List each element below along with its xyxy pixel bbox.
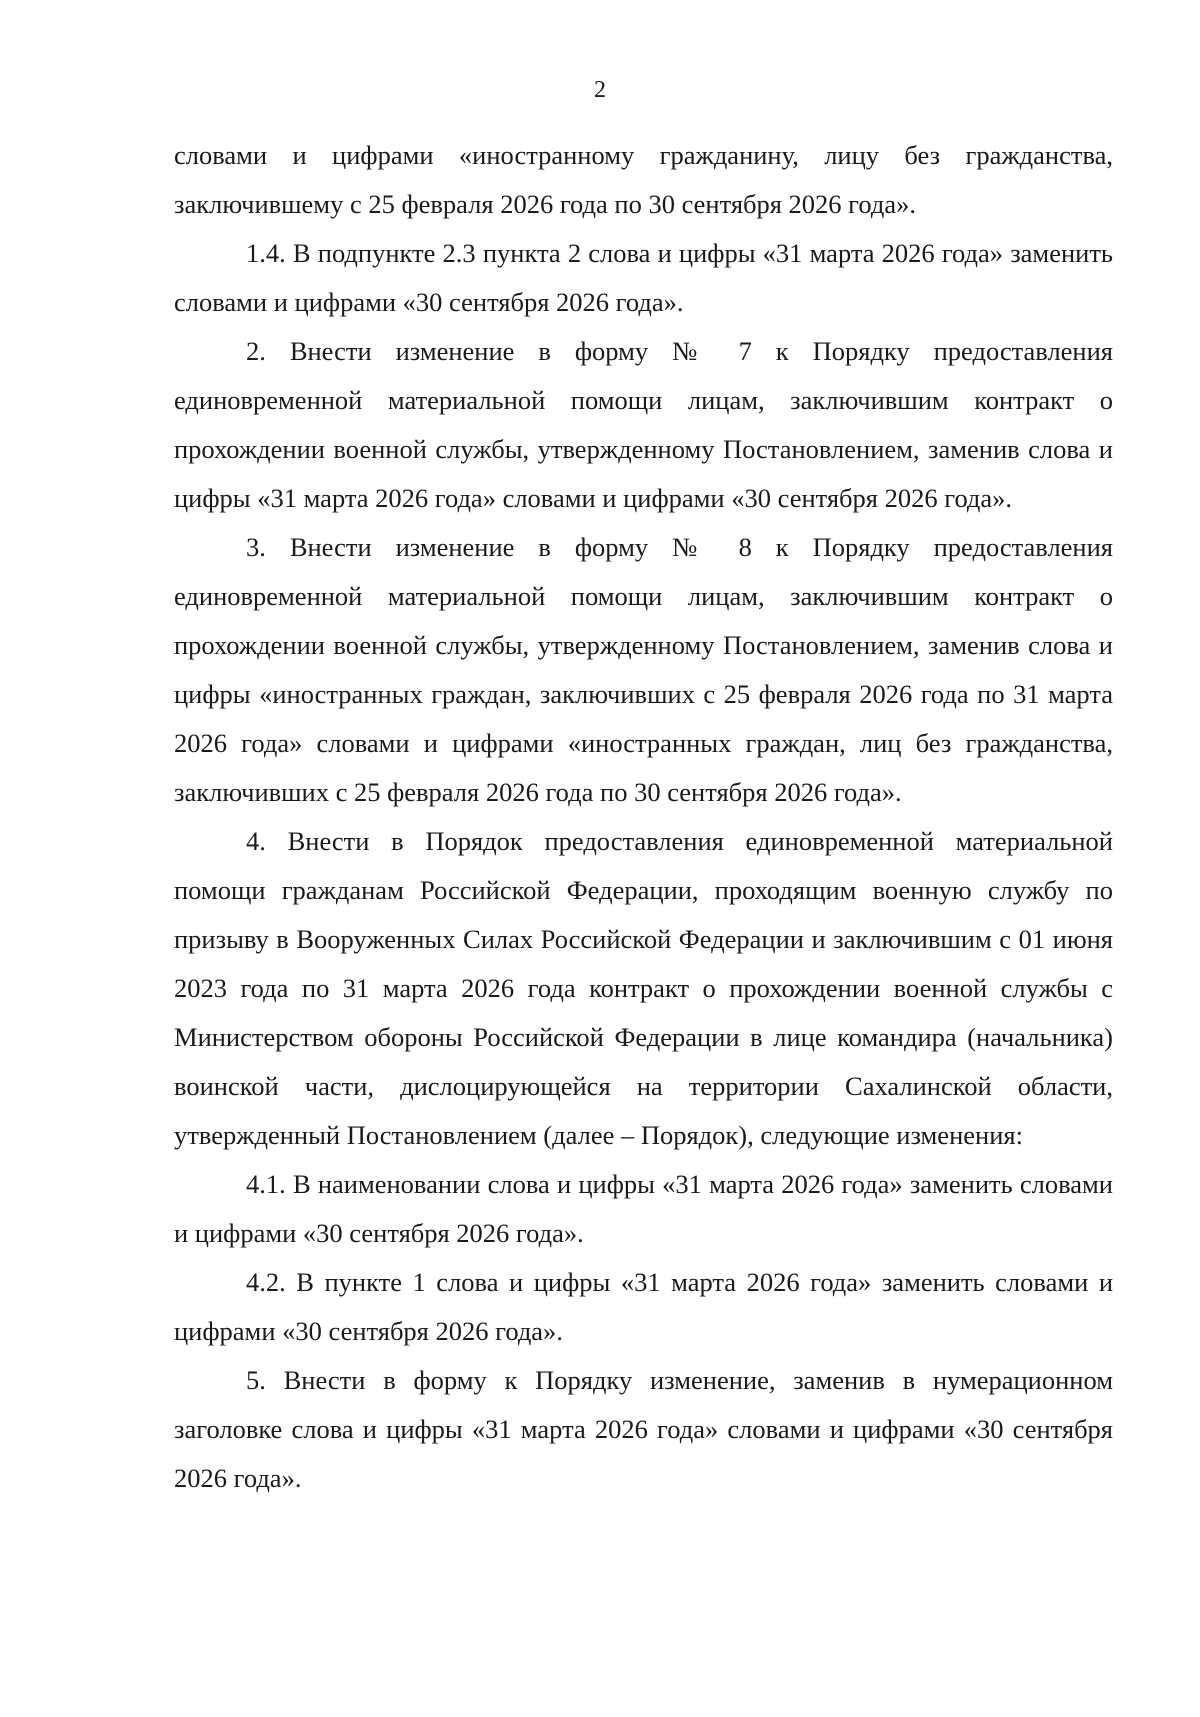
- document-body: [174, 131, 1113, 1503]
- paragraph-5: 5. Внести в форму к Порядку изменение, заменив в нумерационном заголовке слова и цифры «31 марта 2026 года» словами и цифрами «30 сентября 2026 года».: [174, 1365, 1113, 1493]
- paragraph-4-2: 4.2. В пункте 1 слова и цифры «31 марта 2026 года» заменить словами и цифрами «30 сентября 2026 года».: [174, 1267, 1113, 1346]
- paragraph-4-1: 4.1. В наименовании слова и цифры «31 марта 2026 года» заменить словами и цифрами «30 сентября 2026 года».: [174, 1169, 1113, 1248]
- paragraph-1-4: 1.4. В подпункте 2.3 пункта 2 слова и цифры «31 марта 2026 года» заменить словами и цифрами «30 сентября 2026 года».: [174, 238, 1113, 317]
- paragraph-continuation: словами и цифрами «иностранному гражданину, лицу без гражданства, заключившему с 25 февраля 2026 года по 30 сентября 2026 года».: [174, 140, 1113, 219]
- paragraph-4: 4. Внести в Порядок предоставления единовременной материальной помощи гражданам Российской Федерации, проходящим военную службу по призыву в Вооруженных Силах Российской Федерации и заключившим с 01 июня 2023 года по 31 марта 2026 года контракт о прохождении военной службы с Министерством обороны Российской Федерации в лице командира (начальника) воинской части, дислоцирующейся на территории Сахалинской области, утвержденный Постановлением (далее – Порядок), следующие изменения:: [174, 826, 1113, 1150]
- page-number: 2: [594, 77, 606, 103]
- paragraph-3: 3. Внести изменение в форму № 8 к Порядку предоставления единовременной материальной помощи лицам, заключившим контракт о прохождении военной службы, утвержденному Постановлением, заменив слова и цифры «иностранных граждан, заключивших с 25 февраля 2026 года по 31 марта 2026 года» словами и цифрами «иностранных граждан, лиц без гражданства, заключивших с 25 февраля 2026 года по 30 сентября 2026 года».: [174, 532, 1113, 807]
- paragraph-2: 2. Внести изменение в форму № 7 к Порядку предоставления единовременной материальной помощи лицам, заключившим контракт о прохождении военной службы, утвержденному Постановлением, заменив слова и цифры «31 марта 2026 года» словами и цифрами «30 сентября 2026 года».: [174, 336, 1113, 513]
